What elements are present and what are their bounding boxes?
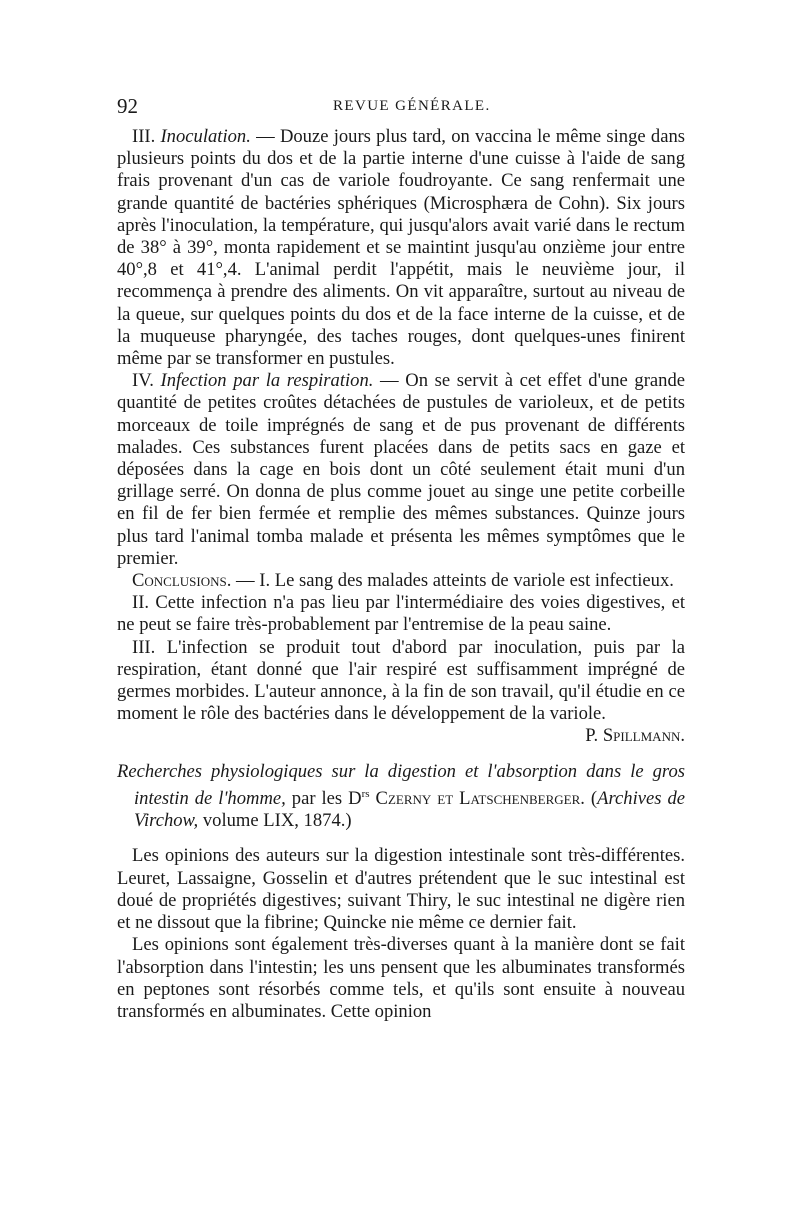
running-title: REVUE GÉNÉRALE. [333, 98, 491, 114]
review-drs: D [348, 788, 362, 810]
review-title: Recherches physiologiques sur la digestion et l'absorption dans le gros intestin de l'homme, [117, 760, 685, 810]
page-body [117, 126, 685, 1023]
spacer [117, 748, 685, 761]
page-number: 92 [117, 94, 138, 118]
signature: P. Spillmann. [585, 725, 685, 747]
review-authors: Czerny et Latschenberger. [369, 788, 585, 810]
paragraph-absorption: Les opinions sont également très-diverses quant à la manière dont se fait l'absorption dans l'intestin; les uns pensent que les albuminates transformés en peptones sont résorbés comme tels, et qu'ils sont ensuite à nouveau transformés en albuminates. Cette opinion [117, 934, 685, 1022]
review-by: par les [285, 788, 349, 810]
section-respiration [117, 370, 685, 570]
section-number: III. [132, 126, 156, 147]
conclusion-text: III. L'infection se produit tout d'abord par inoculation, puis par la respiration, étant donné que l'air respiré est suffisamment imprégné de germes morbides. L'auteur annonce, à la fin de son travail, qu'il étudie en ce moment le rôle des bactéries dans le développement de la variole. [117, 636, 685, 725]
section-number: IV. [132, 370, 154, 392]
section-text: — Douze jours plus tard, on vaccina le même singe dans plusieurs points du dos et de la partie interne d'une cuisse à l'aide de sang frais provenant d'un cas de variole foudroyante. Ce sang renfermait une grande quantité de bactéries sphériques (Microsphæra de Cohn). Six jours après l'inoculation, la température, qui jusqu'alors avait varié dans le rectum de 38° à 39°, monta rapidement et se maintint jusqu'au onzième jour entre 40°,8 et 41°,4. L'animal perdit l'appétit, mais le neuvième jour, il recommença à prendre des aliments. On vit apparaître, surtout au niveau de la queue, sur quelques points du dos et de la face interne de la cuisse, et de la muqueuse pharyngée, des taches rouges, dont quelques-unes finirent même par se transformer en pustules. [117, 126, 685, 370]
review-citation [117, 761, 685, 833]
review-source: Archives de Virchow, [134, 788, 686, 832]
conclusion-text: — I. Le sang des malades atteints de variole est infectieux. [231, 570, 674, 592]
spacer [117, 832, 685, 845]
review-volume: volume LIX, 1874.) [198, 810, 352, 832]
page-header [117, 94, 685, 118]
conclusions-label: Conclusions. [132, 570, 232, 592]
conclusion-2: II. Cette infection n'a pas lieu par l'intermédiaire des voies digestives, et ne peut se faire très-probablement par l'entremise de la peau saine. [117, 592, 685, 636]
section-title: Inoculation. [160, 126, 251, 147]
section-title: Infection par la respiration. [160, 370, 374, 392]
review-drs-superscript: rs [361, 787, 370, 800]
conclusion-1 [117, 570, 685, 592]
section-text: — On se servit à cet effet d'une grande quantité de petites croûtes détachées de pustules de varioleux, et de petits morceaux de toile imprégnés de sang et de pus provenant de différents malades. Ces substances furent placées dans de petits sacs en gaze et déposées dans la cage en bois dont un côté seulement était muni d'un grillage serré. On donna de plus comme jouet au singe une petite corbeille en fil de fer bien fermée et remplie des mêmes substances. Quinze jours plus tard l'animal tomba malade et présenta les mêmes symptômes que le premier. [117, 370, 685, 569]
review-paren: ( [584, 788, 598, 810]
paragraph-digestion: Les opinions des auteurs sur la digestion intestinale sont très-différentes. Leuret, Lassaigne, Gosselin et d'autres prétendent que le suc intestinal est doué de propriétés digestives; suivant Thiry, le suc intestinal ne digère rien et ne dissout que la fibrine; Quincke nie même ce dernier fait. [117, 845, 685, 934]
section-inoculation [117, 126, 685, 370]
conclusion-3 [117, 637, 685, 748]
